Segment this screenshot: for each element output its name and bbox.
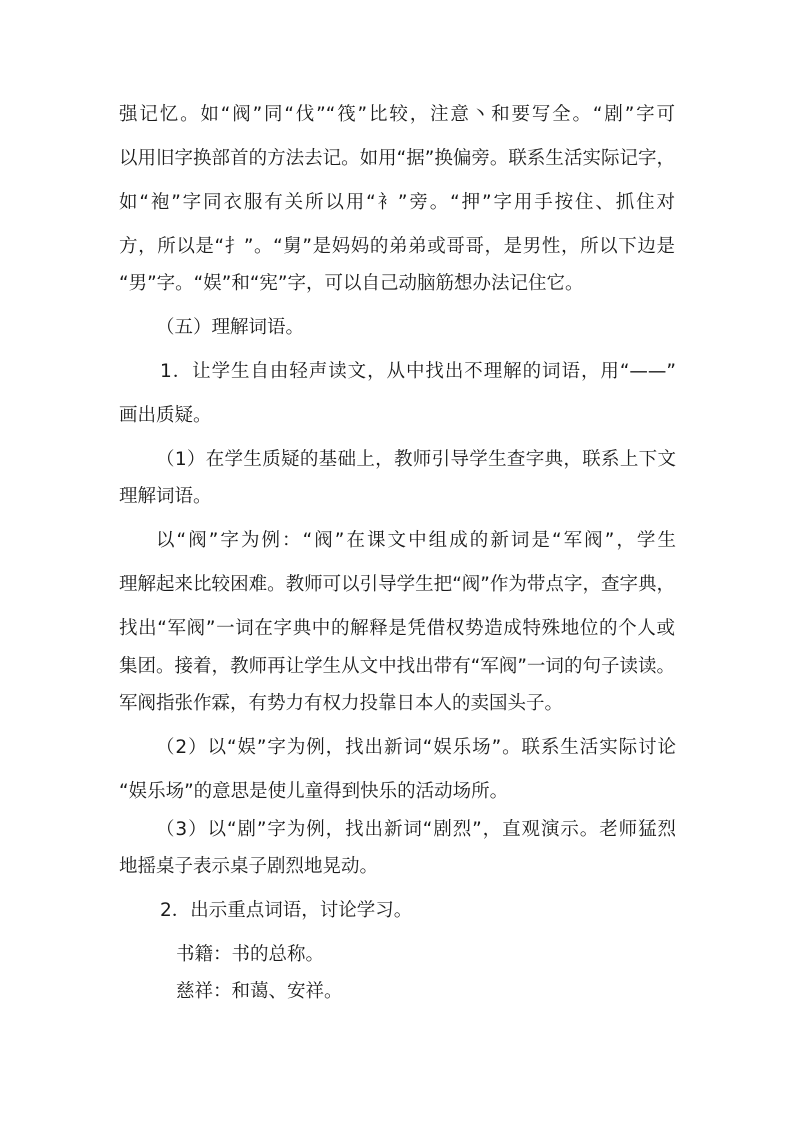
- text-line: 找出“军阀”一词在字典中的解释是凭借权势造成特殊地位的个人或: [119, 618, 675, 639]
- text-line: 以用旧字换部首的方法去记。如用“据”换偏旁。联系生活实际记字，: [119, 148, 675, 169]
- text-line: 理解词语。: [119, 486, 212, 507]
- text-line: 集团。接着，教师再让学生从文中找出带有“军阀”一词的句子读读。: [119, 656, 675, 677]
- text-line: “娱乐场”的意思是使儿童得到快乐的活动场所。: [119, 781, 509, 802]
- text-line: 军阀指张作霖，有势力有权力投靠日本人的卖国头子。: [119, 693, 564, 714]
- list-item-step-1: 1．让学生自由轻声读文，从中找出不理解的词语，用“——”: [160, 361, 676, 382]
- sub-item-2: （2）以“娱”字为例，找出新词“娱乐场”。联系生活实际讨论: [156, 737, 676, 758]
- text-line: 画出质疑。: [119, 405, 212, 426]
- vocab-item: 书籍：书的总称。: [176, 944, 325, 965]
- text-line: 理解起来比较困难。教师可以引导学生把“阀”作为带点字，查字典，: [119, 574, 675, 595]
- list-item-step-2: 2．出示重点词语，讨论学习。: [160, 900, 413, 921]
- text-line: 强记忆。如“阀”同“伐”“筏”比较，注意丶和要写全。“剧”字可: [119, 104, 675, 125]
- text-line: 地摇桌子表示桌子剧烈地晃动。: [119, 856, 379, 877]
- vocab-item: 慈祥：和蔼、安祥。: [176, 981, 343, 1002]
- section-heading: （五）理解词语。: [156, 317, 305, 338]
- text-line: 方，所以是“扌”。“舅”是妈妈的弟弟或哥哥，是男性，所以下边是: [119, 236, 675, 257]
- sub-item-3: （3）以“剧”字为例，找出新词“剧烈”，直观演示。老师猛烈: [156, 819, 676, 840]
- text-line: 如“袍”字同衣服有关所以用“衤”旁。“押”字用手按住、抓住对: [119, 192, 675, 213]
- text-line: 以“阀”字为例：“阀”在课文中组成的新词是“军阀”，学生: [156, 530, 676, 551]
- text-line: “男”字。“娱”和“宪”字，可以自己动脑筋想办法记住它。: [119, 273, 584, 294]
- sub-item-1: （1）在学生质疑的基础上，教师引导学生查字典，联系上下文: [156, 449, 676, 470]
